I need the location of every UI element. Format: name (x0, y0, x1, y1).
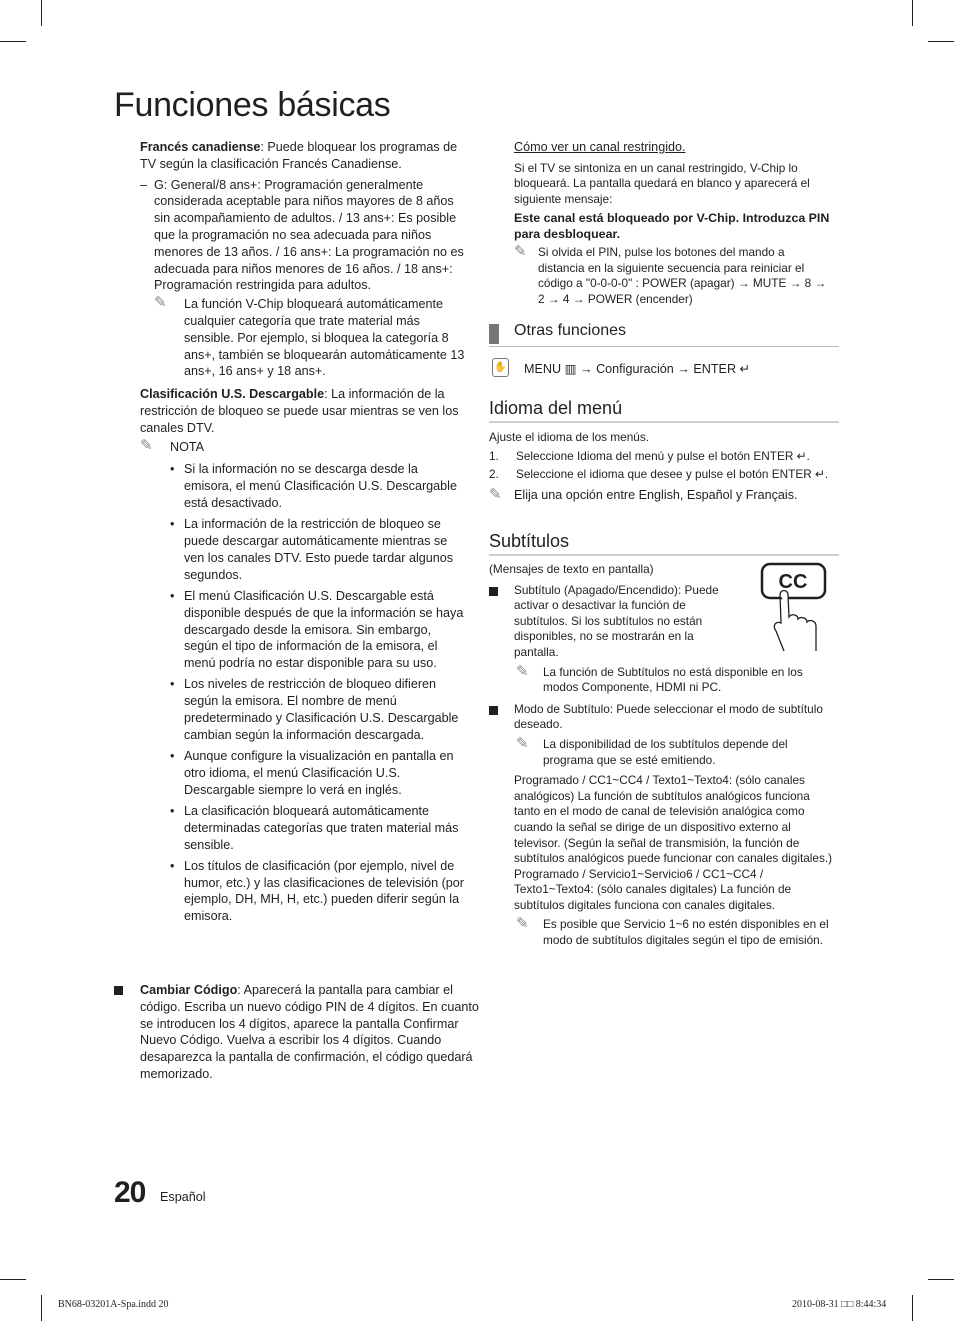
note-pencil-icon: ✎ (516, 662, 529, 680)
print-slug-right: 2010-08-31 □□ 8:44:34 (792, 1299, 887, 1310)
subt-item2 (489, 702, 839, 733)
square-bullet-icon (489, 706, 498, 715)
note-pencil-icon: ✎ (516, 734, 529, 752)
bullet-dot-icon: • (170, 858, 175, 873)
step-number: 1. (489, 448, 499, 463)
crop-mark (0, 1279, 26, 1280)
page-language: Español (160, 1190, 206, 1204)
subt-note3 (489, 917, 839, 948)
left-column (140, 139, 466, 930)
step-number: 2. (489, 467, 499, 482)
nota-bullet-item (170, 748, 466, 798)
prog2-text: Programado / Servicio1~Servicio6 / CC1~CC4 / Texto1~Texto4: (sólo canales digitales) La función de subtítulos digitales funciona con canales digitales. (514, 866, 792, 912)
page-title: Funciones básicas (114, 86, 391, 124)
vchip-note-text: La función V-Chip bloqueará automáticamente cualquier categoría que trate material más sensible. Por ejemplo, si bloquea la categoría 8 ans+, también se bloquearán automáticamente 13 ans+, 16 ans+ y 18 ans+. (184, 297, 465, 379)
idioma-step (489, 467, 841, 483)
crop-mark (912, 0, 913, 26)
prog1-text: Programado / CC1~CC4 / Texto1~Texto4: (sólo canales analógicos) La función de subtítulos analógicos funciona tanto en el modo de canal de televisión analógica como cuando la señal se dirige de un dispositivo externo al televisor. (Según la señal de transmisión, la función de subtítulos analógicos puede funcionar con canales digitales.) (514, 773, 833, 866)
cambiar-paragraph (140, 982, 480, 1083)
pointing-hand-icon (774, 595, 784, 651)
idioma-section (489, 430, 841, 503)
nota-bullet-item (170, 676, 466, 743)
g-rating-text: G: General/8 ans+: Programación generalmente considerada aceptable para niños mayores de 8 años sin acompañamiento de adultos. / 13 ans+: Es posible que la programación no sea adecuada para niños menores de 13 años. / 16 ans+: La programación no es adecuada para niños menores de 16 años. / 18 ans+: Programación restringida para adultos. (154, 177, 464, 293)
print-slug-left: BN68-03201A-Spa.indd 20 (58, 1299, 169, 1310)
bullet-dot-icon: • (170, 749, 175, 764)
crop-mark (912, 1295, 913, 1321)
como-section (514, 139, 832, 308)
frances-label: Francés canadiense (140, 140, 261, 154)
nota-bullet-text: La información de la restricción de bloqueo se puede descargar automáticamente mientras se ven los canales DTV. Esto puede tardar algunos segundos. (184, 517, 454, 582)
crop-mark (41, 1295, 42, 1321)
bullet-dot-icon: • (170, 803, 175, 818)
section-marker (489, 324, 499, 344)
square-bullet-icon (114, 986, 123, 995)
nota-bullet-item (170, 858, 466, 925)
clasif-paragraph (140, 386, 466, 436)
subt-item1 (489, 583, 739, 661)
nota-bullet-text: El menú Clasificación U.S. Descargable está disponible después de que la información se haya descargado desde la emisora. Sin embargo, según el tipo de información de la emisora, el menú podría no estar disponible para su uso. (184, 588, 464, 671)
clasif-text: : La información de la restricción de bloqueo se puede usar mientras se ven los canales DTV. (140, 387, 459, 435)
idioma-note-text: Elija una opción entre English, Español y Français. (514, 487, 798, 502)
cambiar-label: Cambiar Código (140, 983, 238, 997)
idioma-step (489, 449, 841, 465)
crop-mark (928, 41, 954, 42)
bullet-dot-icon: • (170, 517, 175, 532)
vchip-note (140, 296, 466, 380)
cc-label: CC (778, 571, 808, 593)
subtitulos-title: Subtítulos (489, 531, 839, 556)
crop-mark (928, 1279, 954, 1280)
subt-item2-text: Modo de Subtítulo: Puede seleccionar el modo de subtítulo deseado. (514, 701, 823, 732)
subt-item1-text: Subtítulo (Apagado/Encendido): Puede activar o desactivar la función de subtítulos. Si los subtítulos no están disponibles, no se mostrarán en la pantalla. (514, 582, 719, 659)
subt-note1-text: La función de Subtítulos no está disponible en los modos Componente, HDMI ni PC. (543, 664, 803, 695)
nota-bullet-list (140, 461, 466, 925)
g-rating-item: – G: General/8 ans+: Programación generalmente considerada aceptable para niños mayores de 8 años sin acompañamiento de adultos. / 13 ans+: Es posible que la programación no sea adecuada para niños menores de 13 años. / 16 ans+: La programación no es adecuada para niños menores de 16 años. / 18 ans+: Programación restringida para adultos. (140, 177, 466, 295)
bullet-dot-icon: • (170, 588, 175, 603)
frances-paragraph (140, 139, 466, 173)
otras-header (489, 322, 839, 347)
subt-intro: (Mensajes de texto en pantalla) (489, 562, 654, 576)
como-note (514, 245, 832, 307)
nota-heading (140, 436, 466, 456)
subt-note2 (489, 734, 839, 768)
otras-title: Otras funciones (514, 322, 627, 339)
nota-bullet-text: La clasificación bloqueará automáticamente determinadas categorías que traten material más sensible. (184, 803, 459, 852)
cambiar-text: : Aparecerá la pantalla para cambiar el código. Escriba un nuevo código PIN de 4 dígitos. En cuanto se introducen los 4 dígitos, aparece la pantalla Confirmar Nuevo Código. Vuelva a escribir los 4 dígitos. Cuando desaparezca la pantalla de confirmación, el código quedará memorizado. (140, 983, 479, 1081)
note-pencil-icon: ✎ (489, 485, 502, 503)
crop-mark (0, 41, 26, 42)
nota-bullet-item (170, 461, 466, 511)
remote-icon: ✋ (492, 358, 509, 377)
nota-bullet-text: Los títulos de clasificación (por ejemplo, nivel de humor, etc.) y las clasificaciones de televisión (por ejemplo, DH, MH, H, etc.) pueden diferir según la emisora. (184, 858, 464, 924)
square-bullet-icon (489, 587, 498, 596)
frances-text: : Puede bloquear los programas de TV según la clasificación Francés Canadiense. (140, 140, 458, 171)
page-number: 20 (114, 1176, 146, 1209)
como-text: Si el TV se sintoniza en un canal restringido, V-Chip lo bloqueará. La pantalla quedará en blanco y aparecerá el siguiente mensaje: (514, 160, 810, 206)
note-pencil-icon: ✎ (516, 915, 529, 933)
menu-path: MENU ▥ → Configuración → ENTER ↵ (524, 362, 751, 376)
idioma-note (489, 485, 841, 504)
cambiar-item (114, 982, 480, 1083)
nota-bullet-text: Aunque configure la visualización en pantalla en otro idioma, el menú Clasificación U.S. Descargable siempre lo verá en inglés. (184, 749, 454, 797)
nota-bullet-text: Los niveles de restricción de bloqueo difieren según la emisora. El nombre de menú predeterminado y Clasificación U.S. Descargable cambian según la información descargada. (184, 677, 459, 742)
bullet-dot-icon: • (170, 462, 175, 477)
como-message: Este canal está bloqueado por V-Chip. Introduzca PIN para desbloquear. (514, 210, 830, 242)
subt-note3-text: Es posible que Servicio 1~6 no estén disponibles en el modo de subtítulos digitales según el tipo de emisión. (543, 917, 829, 948)
idioma-intro: Ajuste el idioma de los menús. (489, 430, 649, 444)
nota-bullet-text: Si la información no se descarga desde la emisora, el menú Clasificación U.S. Descargable está desactivado. (184, 462, 457, 510)
nota-bullet-item (170, 803, 466, 853)
idioma-steps (489, 449, 841, 483)
pointing-hand-icon (780, 591, 816, 652)
subt-note1 (489, 662, 839, 696)
nota-bullet-item (170, 516, 466, 583)
idioma-title: Idioma del menú (489, 398, 839, 423)
note-pencil-icon: ✎ (154, 294, 167, 312)
bullet-dot-icon: • (170, 677, 175, 692)
como-note-text: Si olvida el PIN, pulse los botones del mando a distancia en la siguiente secuencia para reiniciar el código a "0-0-0-0" : POWER (apagar) → MUTE → 8 → 2 → 4 → POWER (encender) (538, 245, 827, 306)
subt-note2-text: La disponibilidad de los subtítulos depende del programa que se esté emitiendo. (543, 736, 788, 767)
nota-label: NOTA (170, 439, 205, 454)
crop-mark (41, 0, 42, 26)
note-pencil-icon: ✎ (514, 243, 527, 261)
nota-bullet-item (170, 588, 466, 672)
cc-button-illustration (758, 561, 830, 653)
clasif-label: Clasificación U.S. Descargable (140, 387, 325, 402)
idioma-step-text: Seleccione el idioma que desee y pulse el botón ENTER ↵. (516, 467, 829, 482)
idioma-step-text: Seleccione Idioma del menú y pulse el botón ENTER ↵. (516, 448, 810, 463)
como-title: Cómo ver un canal restringido. (514, 140, 686, 154)
note-pencil-icon: ✎ (140, 436, 153, 454)
